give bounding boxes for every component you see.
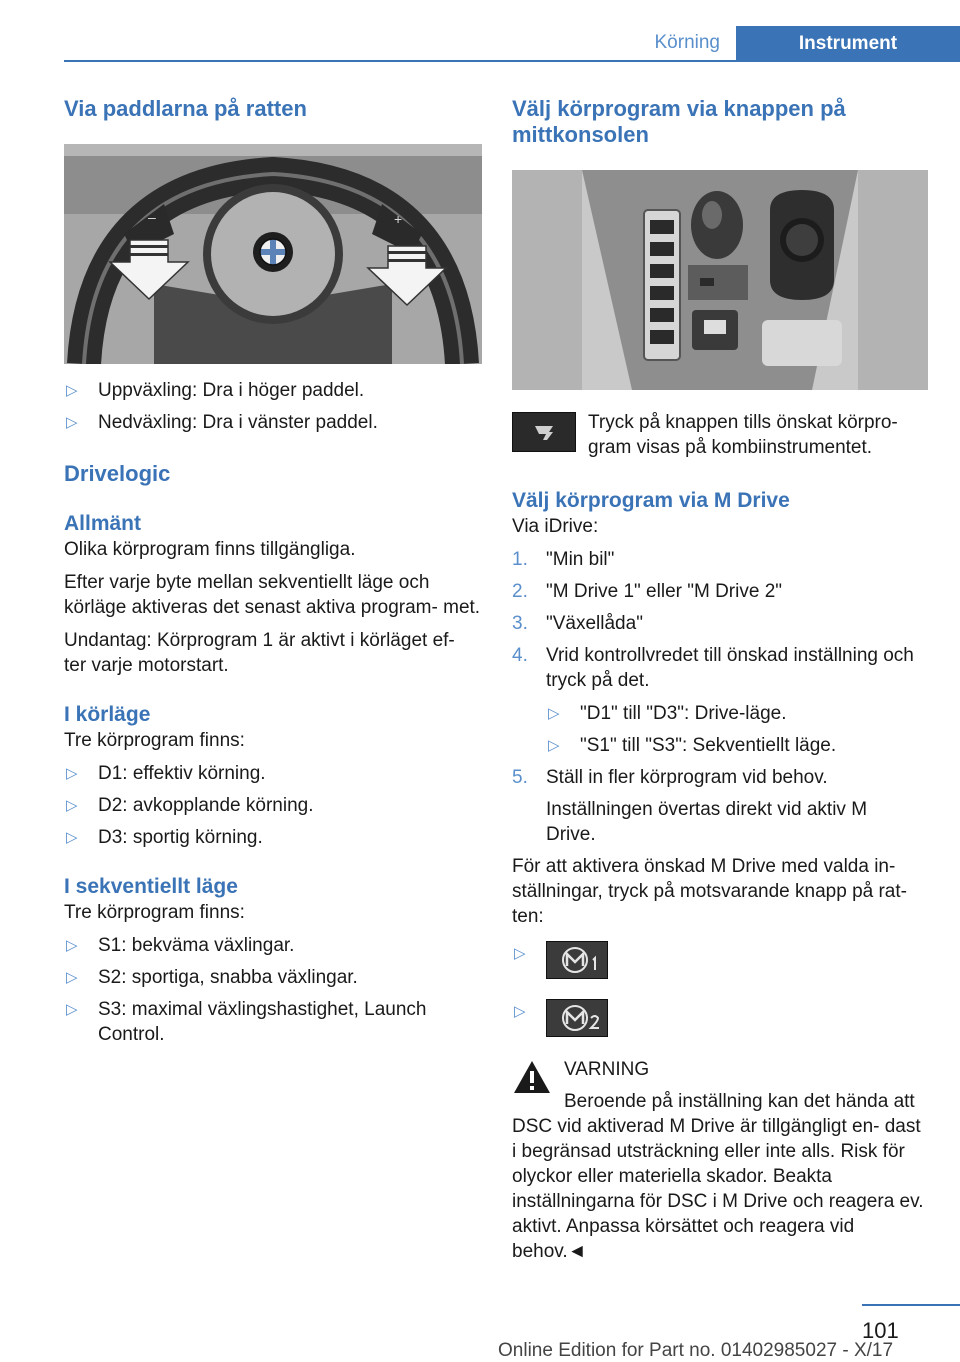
sequential-mode-intro: Tre körprogram finns:: [64, 902, 245, 923]
right-column: [512, 96, 928, 1264]
activate-paragraph: För att aktivera önskad M Drive med valda in- ställningar, tryck på motsvarande knapp på rat- ten:: [512, 856, 907, 927]
header-rule: [64, 60, 960, 62]
console-instruction: Tryck på knappen tills önskat körpro- gram visas på kombiinstrumentet.: [588, 412, 898, 458]
triangle-bullet-icon: ▷: [548, 737, 560, 754]
drive-mode-heading: I körläge: [64, 703, 151, 726]
step-item: 3. "Växellåda": [512, 613, 643, 634]
list-item: ▷ "D1" till "D3": Drive-läge.: [548, 703, 787, 724]
general-paragraph-1: Olika körprogram finns tillgängliga.: [64, 539, 356, 560]
triangle-bullet-icon: ▷: [66, 1001, 78, 1018]
sequential-mode-heading: I sekventiellt läge: [64, 875, 238, 898]
paddle-minus-label: –: [148, 209, 156, 225]
list-item: ▷ D1: effektiv körning.: [66, 763, 266, 784]
steering-wheel-illustration: [64, 144, 482, 364]
triangle-bullet-icon: ▷: [66, 765, 78, 782]
paddles-heading: Via paddlarna på ratten: [64, 96, 307, 121]
list-item: [512, 999, 928, 1043]
center-console-photo: [512, 170, 928, 390]
triangle-bullet-icon: ▷: [66, 829, 78, 846]
page-number: 101: [862, 1318, 899, 1343]
triangle-bullet-icon: ▷: [548, 705, 560, 722]
mdrive-button-list: [512, 941, 928, 1043]
warning-block: [512, 1057, 928, 1264]
list-item: ▷ D3: sportig körning.: [66, 827, 263, 848]
general-heading: Allmänt: [64, 512, 142, 535]
list-item: ▷ S2: sportiga, snabba växlingar.: [66, 967, 358, 988]
triangle-bullet-icon: ▷: [66, 414, 78, 431]
step-item: 5. Ställ in fler körprogram vid behov. Inställningen övertas direkt vid aktiv M Drive.: [512, 765, 928, 847]
substep-list: [546, 701, 928, 758]
m2-button-icon: [546, 999, 608, 1037]
page-header: [64, 26, 960, 62]
center-console-illustration: [512, 170, 928, 390]
mdrive-intro: Via iDrive:: [512, 516, 599, 537]
list-item: ▷ S3: maximal växlingshastighet, Launch Control.: [66, 999, 427, 1045]
chapter-tab[interactable]: Instrument: [736, 26, 960, 62]
list-item: ▷ Uppväxling: Dra i höger paddel.: [66, 380, 365, 401]
mdrive-heading: Välj körprogram via M Drive: [512, 489, 790, 512]
triangle-bullet-icon: ▷: [66, 797, 78, 814]
triangle-bullet-icon: ▷: [514, 945, 526, 962]
triangle-bullet-icon: ▷: [66, 937, 78, 954]
step-item: 2. "M Drive 1" eller "M Drive 2": [512, 581, 783, 602]
drive-mode-intro: Tre körprogram finns:: [64, 730, 245, 751]
general-paragraph-3: Undantag: Körprogram 1 är aktivt i körläget ef- ter varje motorstart.: [64, 630, 455, 676]
list-item: [512, 941, 928, 985]
general-paragraph-2: Efter varje byte mellan sekventiellt läge och körläge aktiveras det senast aktiva program- met.: [64, 572, 481, 618]
warning-triangle-icon: [512, 1059, 552, 1100]
sequential-mode-list: [64, 933, 482, 1047]
edition-text: Online Edition for Part no. 01402985027 - X/17: [498, 1340, 894, 1361]
m1-button-icon: [546, 941, 608, 979]
step-item: 4. Vrid kontrollvredet till önskad inställning och tryck på det. ▷ "D1" till "D3": Drive-läge. ▷ "S1" till "S3": Sekventiellt läge.: [512, 643, 928, 758]
left-column: [64, 96, 482, 1054]
list-item: ▷ D2: avkopplande körning.: [66, 795, 314, 816]
step-item: 1. "Min bil": [512, 549, 615, 570]
footer-rule: [862, 1304, 960, 1306]
warning-label: VARNING: [564, 1059, 650, 1080]
list-item: ▷ S1: bekväma växlingar.: [66, 935, 295, 956]
steering-wheel-photo: [64, 144, 482, 364]
drive-mode-button-icon: [512, 412, 576, 452]
warning-text: Beroende på inställning kan det hända att DSC vid aktiverad M Drive är tillgängligt en- dast i begränsad utsträckning eller inte alls. Risk för olyckor eller materiella skador. Beakta inställningarna för DSC i M Drive och reagera ev. aktivt. Anpassa körsättet och reagera vid behov.◄: [512, 1091, 924, 1262]
triangle-bullet-icon: ▷: [66, 382, 78, 399]
section-tab[interactable]: Körning: [654, 32, 720, 53]
triangle-bullet-icon: ▷: [514, 1003, 526, 1020]
list-item: ▷ Nedväxling: Dra i vänster paddel.: [66, 412, 378, 433]
drivelogic-heading: Drivelogic: [64, 461, 171, 486]
mdrive-steps: [512, 547, 928, 847]
step5-note: Inställningen övertas direkt vid aktiv M Drive.: [546, 799, 868, 845]
console-heading: Välj körprogram via knappen på mittkonsolen: [512, 96, 846, 147]
triangle-bullet-icon: ▷: [66, 969, 78, 986]
console-button-row: [512, 410, 928, 462]
drive-mode-list: [64, 761, 482, 850]
paddle-plus-label: +: [394, 211, 403, 227]
list-item: ▷ "S1" till "S3": Sekventiellt läge.: [548, 735, 837, 756]
paddles-list: [64, 378, 482, 435]
